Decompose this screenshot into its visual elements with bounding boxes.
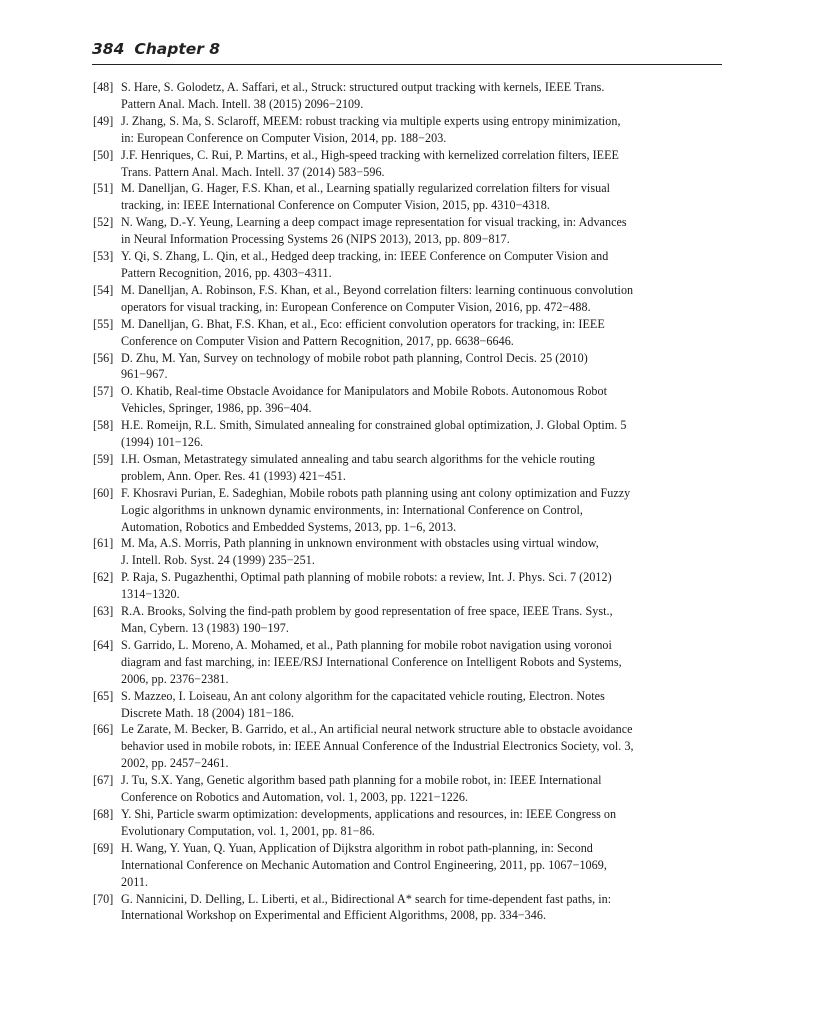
- reference-number: [65]: [93, 688, 114, 703]
- reference-text-line: tracking, in: IEEE International Conference on Computer Vision, 2015, pp. 4310−4318.: [121, 198, 550, 213]
- reference-entry: [93, 214, 723, 248]
- reference-entry: [93, 79, 723, 113]
- reference-text-line: R.A. Brooks, Solving the find-path problem by good representation of free space, IEEE Trans. Syst.,: [121, 604, 613, 619]
- reference-text-line: H. Wang, Y. Yuan, Q. Yuan, Application of Dijkstra algorithm in robot path-planning, in: Second: [121, 840, 593, 855]
- reference-number: [63]: [93, 604, 114, 619]
- page-number: 384: [92, 40, 125, 58]
- reference-text-line: Evolutionary Computation, vol. 1, 2001, pp. 81−86.: [121, 823, 375, 838]
- reference-number: [54]: [93, 282, 114, 297]
- reference-entry: [93, 180, 723, 214]
- reference-text-line: J.F. Henriques, C. Rui, P. Martins, et al., High-speed tracking with kernelized correlation filters, IEEE: [121, 147, 619, 162]
- reference-entry: [93, 891, 723, 925]
- reference-number: [55]: [93, 316, 114, 331]
- reference-text-line: in Neural Information Processing Systems 26 (NIPS 2013), 2013, pp. 809−817.: [121, 232, 510, 247]
- reference-text-line: J. Tu, S.X. Yang, Genetic algorithm based path planning for a mobile robot, in: IEEE International: [121, 773, 602, 788]
- reference-text-line: (1994) 101−126.: [121, 435, 204, 450]
- reference-text-line: 2006, pp. 2376−2381.: [121, 671, 229, 686]
- reference-number: [51]: [93, 181, 114, 196]
- reference-entry: [93, 316, 723, 350]
- reference-text-line: behavior used in mobile robots, in: IEEE Annual Conference of the Industrial Electronics Society, vol. 3,: [121, 739, 634, 754]
- reference-entry: [93, 248, 723, 282]
- reference-number: [68]: [93, 806, 114, 821]
- reference-text-line: Y. Qi, S. Zhang, L. Qin, et al., Hedged deep tracking, in: IEEE Conference on Computer Vision and: [121, 249, 609, 264]
- reference-text-line: Le Zarate, M. Becker, B. Garrido, et al., An artificial neural network structure able to obstacle avoidance: [121, 722, 633, 737]
- reference-number: [69]: [93, 840, 114, 855]
- reference-text-line: S. Hare, S. Golodetz, A. Saffari, et al., Struck: structured output tracking with kernels, IEEE Trans.: [121, 80, 605, 94]
- reference-text-line: M. Danelljan, A. Robinson, F.S. Khan, et al., Beyond correlation filters: learning continuous convolution: [121, 282, 634, 297]
- reference-text-line: J. Intell. Rob. Syst. 24 (1999) 235−251.: [121, 553, 315, 568]
- reference-text-line: International Conference on Mechanic Automation and Control Engineering, 2011, pp. 1067−1069,: [121, 857, 607, 872]
- reference-text-line: problem, Ann. Oper. Res. 41 (1993) 421−451.: [121, 468, 346, 483]
- reference-number: [61]: [93, 536, 114, 551]
- reference-entry: [93, 350, 723, 384]
- reference-number: [67]: [93, 773, 114, 788]
- reference-text-line: Vehicles, Springer, 1986, pp. 396−404.: [121, 401, 312, 416]
- reference-text-line: 2002, pp. 2457−2461.: [121, 756, 229, 771]
- reference-entry: [93, 282, 723, 316]
- reference-entry: [93, 535, 723, 569]
- reference-text-line: Conference on Robotics and Automation, vol. 1, 2003, pp. 1221−1226.: [121, 790, 469, 805]
- reference-text-line: I.H. Osman, Metastrategy simulated annealing and tabu search algorithms for the vehicle routing: [121, 451, 595, 466]
- reference-number: [64]: [93, 637, 114, 652]
- reference-entry: [93, 451, 723, 485]
- reference-text-line: M. Ma, A.S. Morris, Path planning in unknown environment with obstacles using virtual window,: [121, 536, 599, 551]
- reference-text-line: Automation, Robotics and Embedded Systems, 2013, pp. 1−6, 2013.: [121, 519, 457, 534]
- reference-entry: [93, 721, 723, 772]
- reference-entry: [93, 383, 723, 417]
- reference-entry: [93, 688, 723, 722]
- reference-number: [50]: [93, 147, 114, 162]
- reference-text-line: Pattern Anal. Mach. Intell. 38 (2015) 2096−2109.: [121, 96, 364, 111]
- reference-text-line: International Workshop on Experimental and Efficient Algorithms, 2008, pp. 334−346.: [121, 908, 547, 923]
- reference-text-line: Y. Shi, Particle swarm optimization: developments, applications and resources, in: IEEE Congress on: [121, 806, 617, 821]
- reference-number: [66]: [93, 722, 114, 737]
- reference-list: [93, 79, 723, 924]
- reference-text-line: M. Danelljan, G. Hager, F.S. Khan, et al., Learning spatially regularized correlation filters for visual: [121, 181, 611, 196]
- reference-number: [49]: [93, 113, 114, 128]
- reference-text-line: Discrete Math. 18 (2004) 181−186.: [121, 705, 295, 720]
- reference-number: [60]: [93, 485, 114, 500]
- reference-text-line: Conference on Computer Vision and Pattern Recognition, 2017, pp. 6638−6646.: [121, 333, 514, 348]
- reference-entry: [93, 569, 723, 603]
- reference-text-line: in: European Conference on Computer Vision, 2014, pp. 188−203.: [121, 130, 447, 145]
- reference-number: [57]: [93, 384, 114, 399]
- reference-number: [53]: [93, 249, 114, 264]
- reference-text-line: O. Khatib, Real-time Obstacle Avoidance for Manipulators and Mobile Robots. Autonomous Robot: [121, 384, 608, 399]
- reference-entry: [93, 840, 723, 891]
- reference-entry: [93, 772, 723, 806]
- running-header: [92, 38, 722, 65]
- reference-text-line: J. Zhang, S. Ma, S. Sclaroff, MEEM: robust tracking via multiple experts using entropy minimization,: [121, 113, 621, 128]
- reference-text-line: 1314−1320.: [121, 587, 180, 602]
- reference-text-line: operators for visual tracking, in: European Conference on Computer Vision, 2016, pp. 472−488.: [121, 299, 591, 314]
- reference-text-line: Pattern Recognition, 2016, pp. 4303−4311.: [121, 265, 332, 280]
- reference-entry: [93, 485, 723, 536]
- reference-number: [48]: [93, 80, 114, 94]
- reference-entry: [93, 806, 723, 840]
- reference-number: [58]: [93, 418, 114, 433]
- reference-text-line: S. Garrido, L. Moreno, A. Mohamed, et al., Path planning for mobile robot navigation using voronoi: [121, 637, 612, 652]
- reference-text-line: 961−967.: [121, 367, 168, 382]
- reference-number: [52]: [93, 215, 114, 230]
- reference-entry: [93, 637, 723, 688]
- reference-number: [62]: [93, 570, 114, 585]
- reference-text-line: Logic algorithms in unknown dynamic environments, in: International Conference on Control,: [121, 502, 583, 517]
- reference-text-line: Man, Cybern. 13 (1983) 190−197.: [121, 621, 289, 635]
- reference-entry: [93, 417, 723, 451]
- reference-entry: [93, 603, 723, 637]
- reference-number: [56]: [93, 350, 114, 365]
- reference-text-line: H.E. Romeijn, R.L. Smith, Simulated annealing for constrained global optimization, J. Global Optim. 5: [121, 418, 627, 433]
- reference-text-line: Trans. Pattern Anal. Mach. Intell. 37 (2014) 583−596.: [121, 164, 385, 179]
- reference-entry: [93, 113, 723, 147]
- reference-text-line: F. Khosravi Purian, E. Sadeghian, Mobile robots path planning using ant colony optimization and Fuzzy: [121, 485, 631, 500]
- reference-text-line: P. Raja, S. Pugazhenthi, Optimal path planning of mobile robots: a review, Int. J. Phys. Sci. 7 (2012): [121, 570, 612, 585]
- reference-number: [70]: [93, 891, 114, 906]
- reference-text-line: M. Danelljan, G. Bhat, F.S. Khan, et al., Eco: efficient convolution operators for tracking, in: IEEE: [121, 316, 605, 331]
- chapter-title: Chapter 8: [134, 40, 221, 58]
- reference-text-line: D. Zhu, M. Yan, Survey on technology of mobile robot path planning, Control Decis. 25 (2010): [121, 350, 588, 365]
- reference-number: [59]: [93, 451, 114, 466]
- header-text: [92, 40, 220, 58]
- reference-text-line: diagram and fast marching, in: IEEE/RSJ International Conference on Intelligent Robots and Systems,: [121, 654, 622, 669]
- reference-text-line: 2011.: [121, 874, 149, 889]
- reference-entry: [93, 147, 723, 181]
- reference-text-line: G. Nannicini, D. Delling, L. Liberti, et al., Bidirectional A* search for time-dependent fast paths, in:: [121, 891, 612, 906]
- reference-text-line: N. Wang, D.-Y. Yeung, Learning a deep compact image representation for visual tracking, in: Advances: [121, 215, 627, 230]
- reference-text-line: S. Mazzeo, I. Loiseau, An ant colony algorithm for the capacitated vehicle routing, Electron. Notes: [121, 688, 605, 703]
